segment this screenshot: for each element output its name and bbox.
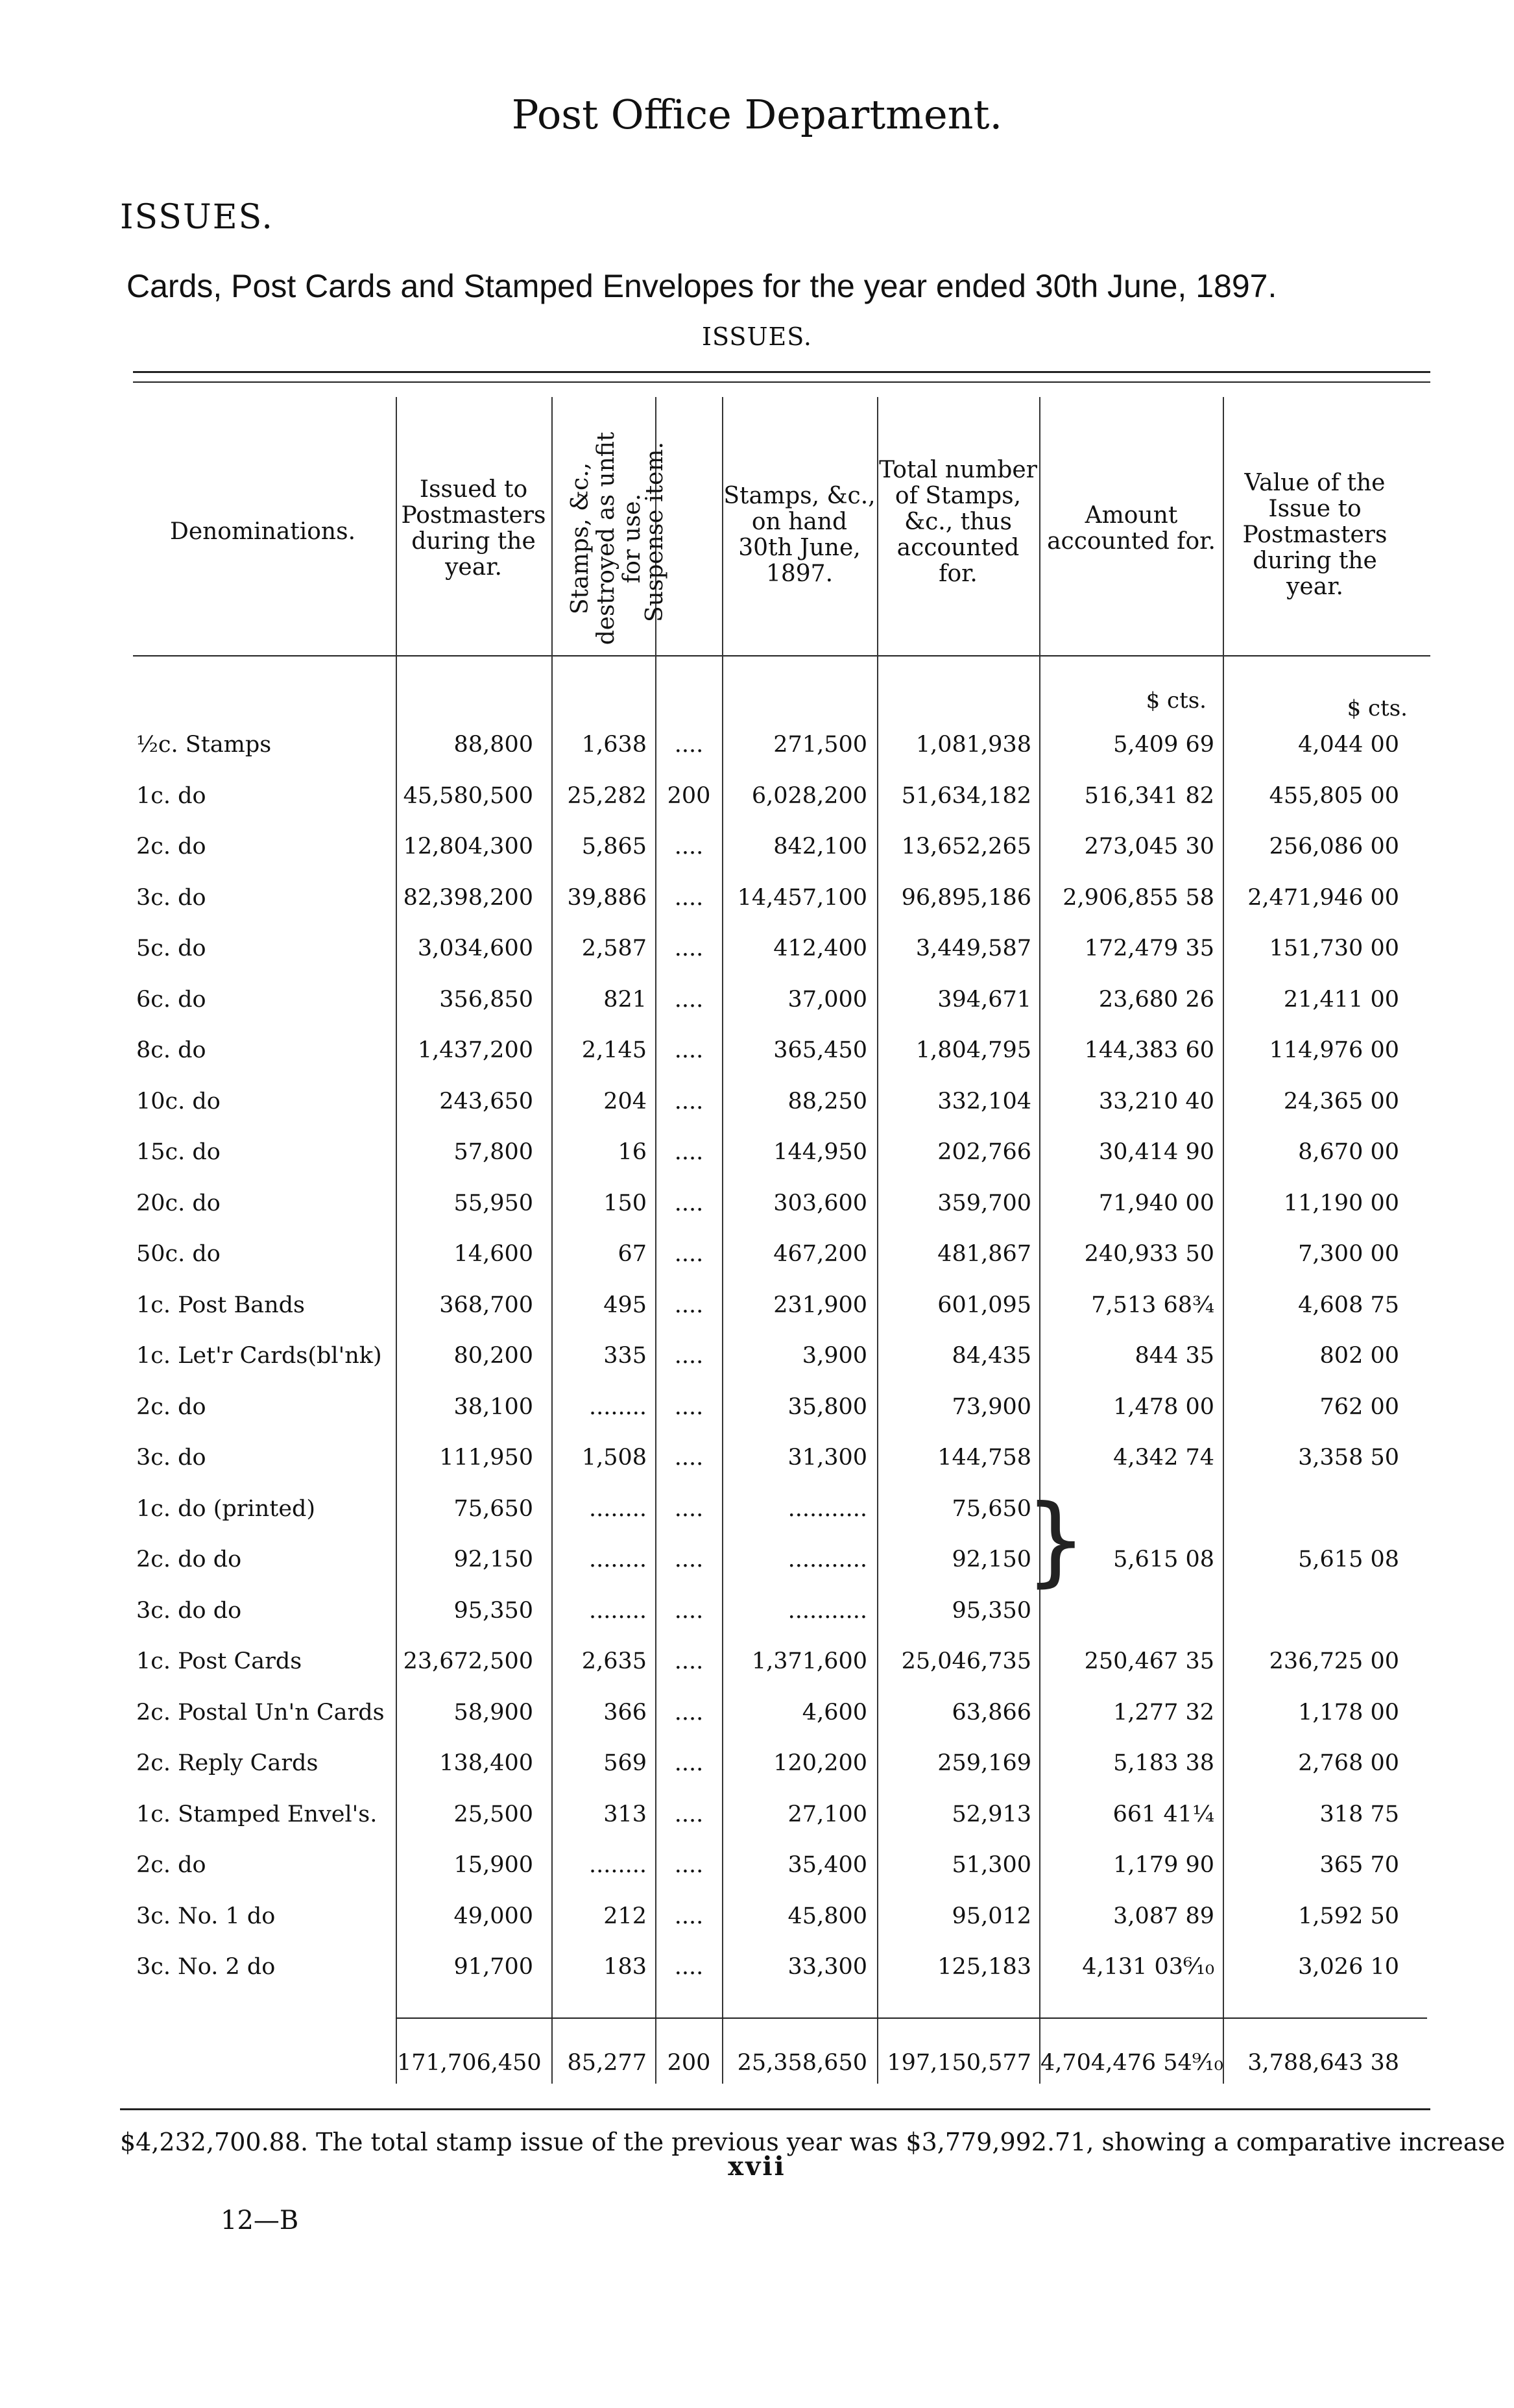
cell-denom: 3c. No. 2 do xyxy=(136,1954,276,1980)
cell-on-hand: 33,300 xyxy=(787,1954,867,1980)
cell-value: 24,365 00 xyxy=(1283,1088,1399,1114)
cell-amount: 5,409 69 xyxy=(1113,732,1214,758)
cell-destroyed: 5,865 xyxy=(581,834,647,860)
header-rule xyxy=(133,655,1430,656)
cell-on-hand: ........... xyxy=(787,1495,867,1522)
cell-destroyed: 313 xyxy=(603,1801,647,1827)
cell-on-hand: 842,100 xyxy=(773,834,867,860)
cell-on-hand: 467,200 xyxy=(773,1241,867,1267)
cell-value: 3,358 50 xyxy=(1298,1445,1399,1471)
cell-issued: 58,900 xyxy=(453,1699,533,1726)
table-row xyxy=(0,1954,1514,2005)
cell-issued: 88,800 xyxy=(453,732,533,758)
cell-issued: 368,700 xyxy=(439,1292,533,1318)
table-row xyxy=(0,1852,1514,1903)
totals-rule xyxy=(396,2017,1427,2019)
cell-on-hand: 31,300 xyxy=(787,1445,867,1471)
cell-destroyed: 1,638 xyxy=(581,732,647,758)
cell-value: 2,471,946 00 xyxy=(1247,884,1399,911)
table-row xyxy=(0,1801,1514,1852)
cell-on-hand: 27,100 xyxy=(787,1801,867,1827)
page-number: xvii xyxy=(728,2151,786,2182)
table-row xyxy=(0,1343,1514,1393)
value-unit: $ cts. xyxy=(1347,695,1408,721)
cell-amount: 7,513 68¾ xyxy=(1091,1292,1214,1318)
header-destroyed: Stamps, &c., destroyed as unfit for use. xyxy=(567,431,645,645)
cell-destroyed: 366 xyxy=(603,1699,647,1726)
cell-on-hand: ........... xyxy=(787,1547,867,1572)
cell-denom: 5c. do xyxy=(136,935,206,961)
cell-suspense: .... xyxy=(674,1139,704,1165)
cell-denom: 1c. Let'r Cards(bl'nk) xyxy=(136,1343,382,1369)
cell-suspense: .... xyxy=(674,1750,704,1776)
cell-value: 11,190 00 xyxy=(1283,1190,1399,1216)
table-row xyxy=(0,987,1514,1037)
cell-destroyed: 25,282 xyxy=(567,782,647,809)
header-suspense: Suspense item. xyxy=(642,442,668,622)
table-row xyxy=(0,935,1514,986)
cell-value: 256,086 00 xyxy=(1269,834,1399,860)
cell-amount: 661 41¼ xyxy=(1112,1801,1214,1827)
cell-on-hand: 4,600 xyxy=(802,1699,867,1726)
cell-destroyed: 335 xyxy=(603,1343,647,1369)
header-total: Total number of Stamps, &c., thus accounted for. xyxy=(879,457,1037,587)
cell-value: 1,178 00 xyxy=(1298,1699,1399,1726)
cell-total: 73,900 xyxy=(952,1393,1031,1420)
cell-amount: 4,131 03⁶⁄₁₀ xyxy=(1082,1954,1214,1980)
cell-suspense: .... xyxy=(674,1648,704,1674)
cell-issued: 45,580,500 xyxy=(403,782,533,809)
cell-amount: 1,478 00 xyxy=(1113,1393,1214,1420)
cell-issued: 91,700 xyxy=(453,1954,533,1980)
cell-issued: 57,800 xyxy=(453,1139,533,1165)
cell-amount: 1,179 90 xyxy=(1113,1852,1214,1878)
table-row xyxy=(0,1292,1514,1343)
cell-amount: 3,087 89 xyxy=(1113,1903,1214,1929)
cell-on-hand: 144,950 xyxy=(773,1139,867,1165)
cell-denom: 1c. Post Bands xyxy=(136,1292,305,1318)
cell-value: 236,725 00 xyxy=(1269,1648,1399,1674)
cell-destroyed: 204 xyxy=(603,1088,647,1114)
cell-value: 7,300 00 xyxy=(1298,1241,1399,1267)
top-rule xyxy=(133,371,1430,373)
cell-denom: 50c. do xyxy=(136,1241,221,1267)
table-row xyxy=(0,1648,1514,1699)
cell-total: 332,104 xyxy=(937,1088,1031,1114)
cell-total: 52,913 xyxy=(952,1801,1031,1827)
cell-suspense: .... xyxy=(674,1903,704,1929)
cell-suspense: .... xyxy=(674,1190,704,1216)
cell-destroyed: 150 xyxy=(603,1190,647,1216)
cell-destroyed: 67 xyxy=(618,1241,647,1267)
cell-on-hand: 412,400 xyxy=(773,935,867,961)
cell-denom: 20c. do xyxy=(136,1190,221,1216)
cell-amount: 250,467 35 xyxy=(1084,1648,1214,1674)
header-on-hand: Stamps, &c., on hand 30th June, 1897. xyxy=(723,483,876,587)
cell-total: 259,169 xyxy=(937,1750,1031,1776)
cell-total: 125,183 xyxy=(937,1954,1031,1980)
cell-issued: 80,200 xyxy=(453,1343,533,1369)
cell-issued: 38,100 xyxy=(453,1393,533,1420)
table-subtitle: Cards, Post Cards and Stamped Envelopes for the year ended 30th June, 1897. xyxy=(126,268,1277,304)
cell-total: 25,046,735 xyxy=(901,1648,1031,1674)
cell-suspense: .... xyxy=(674,986,704,1013)
cell-suspense: .... xyxy=(674,1597,704,1624)
cell-destroyed: 212 xyxy=(603,1903,647,1929)
cell-destroyed: 569 xyxy=(603,1750,647,1776)
cell-total: 1,081,938 xyxy=(915,732,1031,758)
cell-on-hand: 365,450 xyxy=(773,1037,867,1063)
total-on-hand: 25,358,650 xyxy=(737,2050,867,2076)
table-row xyxy=(0,1089,1514,1139)
total-suspense: 200 xyxy=(667,2050,711,2076)
cell-suspense: .... xyxy=(674,1393,704,1420)
cell-denom: 1c. do xyxy=(136,782,206,809)
cell-destroyed: ........ xyxy=(588,1852,647,1878)
cell-on-hand: 3,900 xyxy=(802,1343,867,1369)
cell-issued: 92,150 xyxy=(453,1547,533,1572)
cell-suspense: .... xyxy=(674,1241,704,1267)
cell-suspense: .... xyxy=(674,1852,704,1878)
cell-denom: 2c. do xyxy=(136,834,206,860)
cell-on-hand: 37,000 xyxy=(787,986,867,1013)
cell-issued: 15,900 xyxy=(453,1852,533,1878)
cell-amount: 30,414 90 xyxy=(1098,1139,1214,1165)
table-caption: ISSUES. xyxy=(702,322,812,351)
cell-suspense: .... xyxy=(674,1037,704,1063)
cell-issued: 14,600 xyxy=(453,1241,533,1267)
page-reference: 12—B xyxy=(221,2206,299,2235)
cell-issued: 12,804,300 xyxy=(403,834,533,860)
cell-denom: 3c. do xyxy=(136,884,206,911)
cell-amount: 5,183 38 xyxy=(1113,1750,1214,1776)
cell-issued: 25,500 xyxy=(453,1801,533,1827)
cell-total: 63,866 xyxy=(952,1699,1031,1726)
cell-value: 151,730 00 xyxy=(1269,935,1399,961)
cell-issued: 49,000 xyxy=(453,1903,533,1929)
cell-issued: 111,950 xyxy=(439,1445,533,1471)
cell-value: 1,592 50 xyxy=(1298,1903,1399,1929)
cell-value: 4,044 00 xyxy=(1298,732,1399,758)
cell-amount: 4,342 74 xyxy=(1113,1445,1214,1471)
cell-suspense: .... xyxy=(674,935,704,961)
cell-denom: 2c. do xyxy=(136,1393,206,1420)
table-row xyxy=(0,732,1514,782)
cell-total: 95,012 xyxy=(952,1903,1031,1929)
header-issued: Issued to Postmasters during the year. xyxy=(401,476,546,581)
cell-denom: 1c. do (printed) xyxy=(136,1495,316,1522)
cell-issued: 3,034,600 xyxy=(417,935,533,961)
cell-amount: 1,277 32 xyxy=(1113,1699,1214,1726)
table-row xyxy=(0,885,1514,935)
cell-issued: 243,650 xyxy=(439,1088,533,1114)
cell-total: 51,634,182 xyxy=(901,782,1031,809)
page-title: Post Office Department. xyxy=(511,91,1003,138)
cell-suspense: 200 xyxy=(667,782,711,809)
cell-on-hand: 303,600 xyxy=(773,1190,867,1216)
cell-suspense: .... xyxy=(674,1292,704,1318)
table-row xyxy=(0,1598,1514,1648)
cell-destroyed: ........ xyxy=(588,1393,647,1420)
table-row xyxy=(0,1903,1514,1954)
cell-amount: 71,940 00 xyxy=(1098,1190,1214,1216)
table-row xyxy=(0,1547,1514,1597)
cell-value: 4,608 75 xyxy=(1298,1292,1399,1318)
cell-suspense: .... xyxy=(674,1954,704,1980)
cell-issued: 138,400 xyxy=(439,1750,533,1776)
cell-amount: 844 35 xyxy=(1135,1343,1214,1369)
cell-amount: 273,045 30 xyxy=(1084,834,1214,860)
table-row xyxy=(0,1190,1514,1241)
cell-value: 455,805 00 xyxy=(1269,782,1399,809)
cell-total: 1,804,795 xyxy=(915,1037,1031,1063)
table-row xyxy=(0,1394,1514,1445)
cell-suspense: .... xyxy=(674,884,704,911)
cell-total: 359,700 xyxy=(937,1190,1031,1216)
total-total: 197,150,577 xyxy=(887,2050,1031,2076)
cell-destroyed: 183 xyxy=(603,1954,647,1980)
cell-destroyed: 495 xyxy=(603,1292,647,1318)
cell-total: 202,766 xyxy=(937,1139,1031,1165)
cell-value: 2,768 00 xyxy=(1298,1750,1399,1776)
cell-suspense: .... xyxy=(674,1445,704,1471)
cell-on-hand: 231,900 xyxy=(773,1292,867,1318)
section-heading: ISSUES. xyxy=(120,198,274,237)
cell-denom: 10c. do xyxy=(136,1088,221,1114)
amount-unit: $ cts. xyxy=(1146,688,1207,714)
cell-on-hand: 14,457,100 xyxy=(737,884,867,911)
total-destroyed: 85,277 xyxy=(567,2050,647,2076)
cell-denom: 2c. do do xyxy=(136,1547,242,1572)
cell-destroyed: 2,587 xyxy=(581,935,647,961)
cell-amount: 5,615 08 xyxy=(1113,1547,1214,1572)
cell-issued: 23,672,500 xyxy=(403,1648,533,1674)
cell-denom: 3c. No. 1 do xyxy=(136,1903,276,1929)
total-amount: 4,704,476 54⁹⁄₁₀ xyxy=(1040,2050,1223,2076)
cell-total: 84,435 xyxy=(952,1343,1031,1369)
cell-issued: 356,850 xyxy=(439,986,533,1013)
cell-total: 75,650 xyxy=(952,1495,1031,1522)
cell-on-hand: 120,200 xyxy=(773,1750,867,1776)
cell-total: 92,150 xyxy=(952,1547,1031,1572)
header-amount: Amount accounted for. xyxy=(1047,502,1216,555)
cell-total: 144,758 xyxy=(937,1445,1031,1471)
cell-total: 481,867 xyxy=(937,1241,1031,1267)
cell-destroyed: 16 xyxy=(618,1139,647,1165)
table-row xyxy=(0,1139,1514,1190)
cell-denom: 3c. do xyxy=(136,1445,206,1471)
total-issued: 171,706,450 xyxy=(397,2050,542,2076)
cell-denom: 1c. Post Cards xyxy=(136,1648,302,1674)
cell-amount: 172,479 35 xyxy=(1084,935,1214,961)
cell-amount: 2,906,855 58 xyxy=(1063,884,1214,911)
cell-suspense: .... xyxy=(674,1495,704,1522)
cell-denom: 1c. Stamped Envel's. xyxy=(136,1801,378,1827)
cell-on-hand: 45,800 xyxy=(787,1903,867,1929)
header-value: Value of the Issue to Postmasters during the year. xyxy=(1242,470,1388,600)
cell-total: 601,095 xyxy=(937,1292,1031,1318)
cell-denom: 3c. do do xyxy=(136,1597,242,1624)
cell-amount: 516,341 82 xyxy=(1084,782,1214,809)
table-row xyxy=(0,1700,1514,1750)
cell-total: 95,350 xyxy=(952,1597,1031,1624)
cell-amount: 33,210 40 xyxy=(1098,1088,1214,1114)
cell-denom: 15c. do xyxy=(136,1139,221,1165)
table-row xyxy=(0,1496,1514,1547)
cell-destroyed: 821 xyxy=(603,986,647,1013)
brace-symbol: } xyxy=(1025,1484,1087,1597)
cell-destroyed: 39,886 xyxy=(567,884,647,911)
top-rule-thin xyxy=(133,381,1430,383)
cell-issued: 95,350 xyxy=(453,1597,533,1624)
cell-total: 51,300 xyxy=(952,1852,1031,1878)
cell-amount: 240,933 50 xyxy=(1084,1241,1214,1267)
cell-destroyed: 1,508 xyxy=(581,1445,647,1471)
cell-on-hand: 88,250 xyxy=(787,1088,867,1114)
cell-on-hand: ........... xyxy=(787,1597,867,1624)
totals-row xyxy=(0,2050,1514,2101)
table-row xyxy=(0,1241,1514,1292)
cell-suspense: .... xyxy=(674,1088,704,1114)
cell-value: 318 75 xyxy=(1319,1801,1399,1827)
cell-issued: 75,650 xyxy=(453,1495,533,1522)
cell-suspense: .... xyxy=(674,1801,704,1827)
cell-value: 8,670 00 xyxy=(1298,1139,1399,1165)
cell-value: 365 70 xyxy=(1319,1852,1399,1878)
cell-amount: 23,680 26 xyxy=(1098,986,1214,1013)
table-row xyxy=(0,1750,1514,1801)
cell-destroyed: 2,635 xyxy=(581,1648,647,1674)
table-row xyxy=(0,783,1514,834)
cell-value: 802 00 xyxy=(1319,1343,1399,1369)
header-denominations: Denominations. xyxy=(169,518,356,545)
cell-amount: 144,383 60 xyxy=(1084,1037,1214,1063)
cell-issued: 55,950 xyxy=(453,1190,533,1216)
cell-value: 114,976 00 xyxy=(1269,1037,1399,1063)
cell-total: 13,652,265 xyxy=(901,834,1031,860)
cell-issued: 1,437,200 xyxy=(417,1037,533,1063)
cell-on-hand: 1,371,600 xyxy=(751,1648,867,1674)
cell-denom: 2c. Postal Un'n Cards xyxy=(136,1699,385,1726)
cell-issued: 82,398,200 xyxy=(403,884,533,911)
cell-denom: 2c. Reply Cards xyxy=(136,1750,318,1776)
cell-denom: 2c. do xyxy=(136,1852,206,1878)
cell-denom: ½c. Stamps xyxy=(136,732,272,758)
cell-suspense: .... xyxy=(674,1343,704,1369)
cell-on-hand: 35,800 xyxy=(787,1393,867,1420)
cell-on-hand: 271,500 xyxy=(773,732,867,758)
cell-suspense: .... xyxy=(674,1547,704,1572)
cell-destroyed: ........ xyxy=(588,1547,647,1572)
cell-denom: 8c. do xyxy=(136,1037,206,1063)
bottom-rule xyxy=(120,2108,1430,2110)
cell-value: 762 00 xyxy=(1319,1393,1399,1420)
cell-value: 5,615 08 xyxy=(1298,1547,1399,1572)
cell-suspense: .... xyxy=(674,1699,704,1726)
table-row xyxy=(0,1445,1514,1495)
cell-on-hand: 6,028,200 xyxy=(751,782,867,809)
table-row xyxy=(0,1037,1514,1088)
table-row xyxy=(0,834,1514,884)
cell-value: 3,026 10 xyxy=(1298,1954,1399,1980)
cell-suspense: .... xyxy=(674,732,704,758)
cell-value: 21,411 00 xyxy=(1283,986,1399,1013)
cell-on-hand: 35,400 xyxy=(787,1852,867,1878)
cell-total: 394,671 xyxy=(937,986,1031,1013)
cell-destroyed: ........ xyxy=(588,1495,647,1522)
cell-denom: 6c. do xyxy=(136,986,206,1013)
cell-destroyed: 2,145 xyxy=(581,1037,647,1063)
cell-total: 3,449,587 xyxy=(915,935,1031,961)
cell-total: 96,895,186 xyxy=(901,884,1031,911)
footer-note: $4,232,700.88. The total stamp issue of the previous year was $3,779,992.71, showing a comparative increase xyxy=(120,2128,1506,2156)
cell-suspense: .... xyxy=(674,834,704,860)
total-value: 3,788,643 38 xyxy=(1247,2050,1399,2076)
cell-destroyed: ........ xyxy=(588,1597,647,1624)
